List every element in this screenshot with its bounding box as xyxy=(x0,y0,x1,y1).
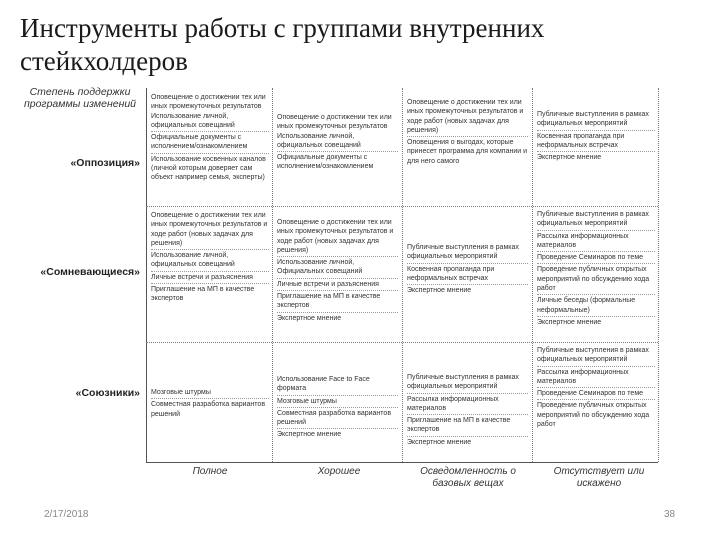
cell-item: Рассылка информационных материалов xyxy=(407,395,528,416)
cell-item: Экспертное мнение xyxy=(537,318,602,326)
cell-item: Проведение Семинаров по теме xyxy=(537,389,655,400)
cell-item: Совместная разработка вариантов решений xyxy=(151,401,266,418)
cell-item: Оповещение о достижении тех или иных промежуточных результатов и ходе работ (новых задачах для решения) xyxy=(277,218,398,257)
matrix-cell xyxy=(537,210,655,340)
cell-item: Оповещение о достижении тех или иных промежуточных результатов Использование личной, официальных совещаний xyxy=(151,93,269,132)
cell-item: Личные беседы (формальные неформальные) xyxy=(537,296,655,317)
cell-item: Официальные документы с исполнением/ознакомлением xyxy=(277,154,374,171)
matrix-cell xyxy=(407,373,528,458)
row-label-doubting: «Сомневающиеся» xyxy=(40,266,140,278)
grid-divider xyxy=(146,206,658,207)
x-label-good: Хорошее xyxy=(317,466,361,477)
matrix-cell xyxy=(407,98,528,203)
matrix-cell xyxy=(151,388,269,458)
cell-item: Использование Face to Face формата xyxy=(277,375,398,396)
cell-item: Косвенная пропаганда при неформальных встречах xyxy=(537,132,655,153)
matrix-cell xyxy=(151,211,269,339)
cell-item: Использование косвенных каналов (личной которым доверяет сам объект например семья, эксперты) xyxy=(151,155,266,182)
cell-item: Экспертное мнение xyxy=(277,314,342,322)
cell-item: Экспертное мнение xyxy=(407,438,472,446)
cell-item: Публичные выступления в рамках официальных мероприятий xyxy=(537,210,655,231)
y-axis-line xyxy=(146,88,147,462)
cell-item: Экспертное мнение xyxy=(537,154,602,162)
matrix-cell xyxy=(537,346,655,458)
cell-item: Личные встречи и разъяснения xyxy=(151,273,269,284)
cell-item: Публичные выступления в рамках официальных мероприятий xyxy=(537,110,655,131)
cell-item: Совместная разработка вариантов решений xyxy=(277,409,398,430)
cell-item: Проведение публичных открытых мероприятий по обсуждению хода работ xyxy=(537,402,650,429)
cell-item: Мозговые штурмы xyxy=(151,388,269,399)
cell-item: Оповещения о выгодах, которые принесет программа для компании и для него самого xyxy=(407,139,528,165)
cell-item: Мозговые штурмы xyxy=(277,397,398,408)
cell-item: Публичные выступления в рамках официальных мероприятий xyxy=(407,243,528,264)
matrix-cell xyxy=(151,93,269,203)
row-label-opposition: «Оппозиция» xyxy=(70,157,140,169)
cell-item: Оповещение о достижении тех или иных промежуточных результатов Использование личной, официальных совещаний xyxy=(277,113,398,152)
x-label-basic-awareness: Осведомленность о базовых вещах xyxy=(420,466,516,489)
cell-item: Публичные выступления в рамках официальных мероприятий xyxy=(537,346,655,367)
cell-item: Косвенная пропаганда при неформальных встречах xyxy=(407,265,528,286)
cell-item: Личные встречи и разъяснения xyxy=(277,280,398,291)
cell-item: Рассылка информационных материалов xyxy=(537,368,655,389)
cell-item: Оповещение о достижении тех или иных промежуточных результатов и ходе работ (новых задачах для решения) xyxy=(407,98,528,137)
matrix-cell xyxy=(277,218,398,339)
cell-item: Использование личной, официальных совещаний xyxy=(151,251,269,272)
cell-item: Проведение публичных открытых мероприятий по обсуждению хода работ xyxy=(537,265,655,295)
cell-item: Проведение Семинаров по теме xyxy=(537,253,655,264)
grid-divider xyxy=(532,88,533,462)
cell-item: Оповещение о достижении тех или иных промежуточных результатов и ходе работ (новых задачах для решения) xyxy=(151,211,269,250)
cell-item: Приглашение на МП в качестве экспертов xyxy=(277,292,398,313)
matrix-cell xyxy=(537,110,655,203)
cell-item: Приглашение на МП в качестве экспертов xyxy=(407,416,528,437)
slide-date: 2/17/2018 xyxy=(44,509,89,520)
y-axis-label: Степень поддержки программы изменений xyxy=(23,86,137,110)
x-label-full: Полное xyxy=(192,466,228,477)
grid-divider xyxy=(402,88,403,462)
matrix-cell xyxy=(407,243,528,339)
cell-item: Публичные выступления в рамках официальных мероприятий xyxy=(407,373,528,394)
slide-title: Инструменты работы с группами внутренних стейкхолдеров xyxy=(20,13,545,76)
cell-item: Экспертное мнение xyxy=(407,287,472,295)
row-label-allies: «Союзники» xyxy=(75,387,140,399)
cell-item: Приглашение на МП в качестве экспертов xyxy=(151,286,255,303)
x-axis-line xyxy=(146,462,658,463)
matrix-cell xyxy=(277,375,398,458)
grid-divider xyxy=(146,342,658,343)
cell-item: Экспертное мнение xyxy=(277,431,342,439)
slide-number: 38 xyxy=(664,509,676,520)
cell-item: Рассылка информационных материалов xyxy=(537,232,655,253)
grid-divider xyxy=(272,88,273,462)
grid-divider xyxy=(658,88,659,462)
x-label-absent-distorted: Отсутствует или искажено xyxy=(553,466,645,489)
matrix-cell xyxy=(277,113,398,203)
cell-item: Использование личной, Официальных совещаний xyxy=(277,258,398,279)
cell-item: Официальные документы с исполнением/ознакомлением xyxy=(151,133,269,154)
